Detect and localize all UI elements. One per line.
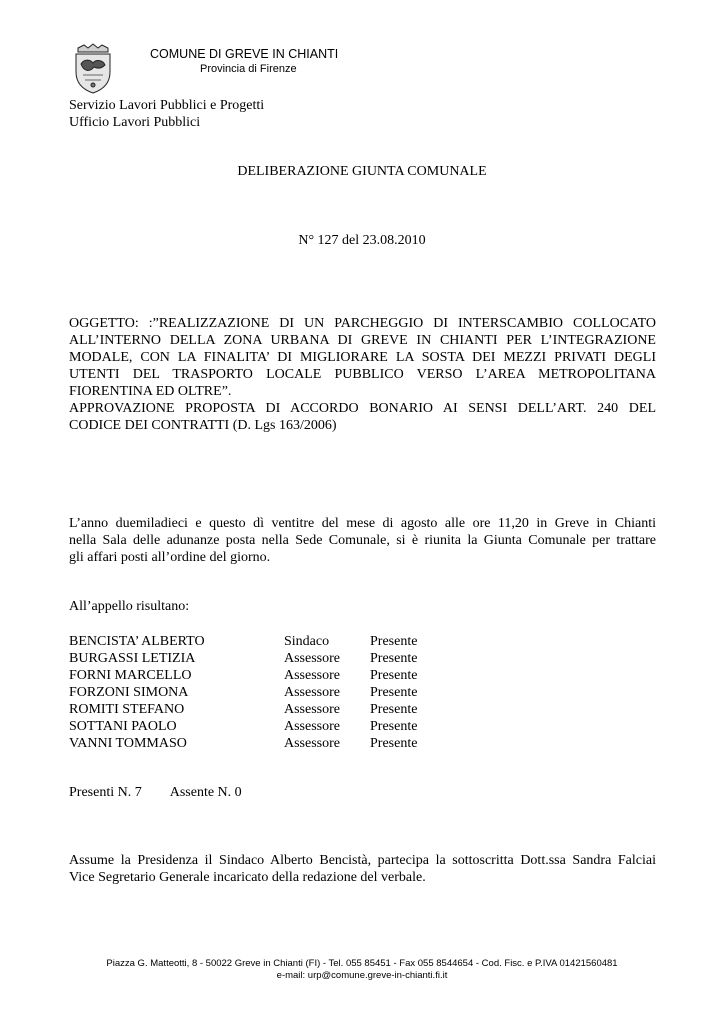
subject-line: CODICE DEI CONTRATTI (D. Lgs 163/2006) [69,418,337,433]
header-provincia: Provincia di Firenze [200,63,297,75]
member-role: Assessore [284,702,340,717]
member-role: Assessore [284,736,340,751]
member-name: ROMITI STEFANO [69,702,185,717]
document-title: DELIBERAZIONE GIUNTA COMUNALE [237,164,487,179]
member-status: Presente [370,634,418,649]
present-count: Presenti N. 7 [69,785,142,800]
presidency-paragraph [69,852,656,886]
member-name: BENCISTA’ ALBERTO [69,634,205,649]
member-name: FORNI MARCELLO [69,668,192,683]
member-role: Assessore [284,668,340,683]
member-role: Assessore [284,651,340,666]
member-status: Presente [370,651,418,666]
member-row [69,633,469,650]
subject-line: ALL’INTERNO DELLA ZONA URBANA DI GREVE IN CHIANTI PER L’INTEGRAZIONE [69,333,656,348]
members-list [69,633,469,752]
member-role: Sindaco [284,634,330,649]
member-status: Presente [370,685,418,700]
servizio-line: Servizio Lavori Pubblici e Progetti [69,98,265,113]
member-status: Presente [370,719,418,734]
meeting-line: nella Sala delle adunanze posta nella Sede Comunale, si è riunita la Giunta Comunale per trattare [69,533,656,548]
deliberation-number: N° 127 del 23.08.2010 [298,233,426,248]
header-comune-name: COMUNE DI GREVE IN CHIANTI [150,47,339,61]
subject-line: FIORENTINA ED OLTRE”. [69,384,232,399]
member-name: SOTTANI PAOLO [69,719,177,734]
presidency-line: Assume la Presidenza il Sindaco Alberto Bencistà, partecipa la sottoscritta Dott.ssa Sandra Falciai [69,853,656,868]
footer-address: Piazza G. Matteotti, 8 - 50022 Greve in Chianti (FI) - Tel. 055 85451 - Fax 055 8544654 - Cod. Fisc. e P.IVA 01421560481 [106,958,618,969]
member-row [69,735,469,752]
member-status: Presente [370,736,418,751]
subject-paragraph [69,315,656,434]
meeting-line: L’anno duemiladieci e questo dì ventitre del mese di agosto alle ore 11,20 in Greve in Chianti [69,516,656,531]
footer-email: e-mail: urp@comune.greve-in-chianti.fi.it [276,970,448,981]
subject-line: APPROVAZIONE PROPOSTA DI ACCORDO BONARIO AI SENSI DELL’ART. 240 DEL [69,401,656,416]
municipal-crest-icon [70,42,116,94]
member-row [69,718,469,735]
member-status: Presente [370,668,418,683]
office-heading [69,97,264,131]
member-row [69,650,469,667]
absent-count: Assente N. 0 [169,785,242,800]
subject-line: MODALE, CON LA FINALITA’ DI MIGLIORARE LA SOSTA DEI MEZZI PRIVATI DEGLI [69,350,656,365]
member-row [69,701,469,718]
member-status: Presente [370,702,418,717]
member-name: BURGASSI LETIZIA [69,651,196,666]
member-role: Assessore [284,685,340,700]
member-name: VANNI TOMMASO [69,736,187,751]
presidency-line: Vice Segretario Generale incaricato della redazione del verbale. [69,870,426,885]
attendance-summary [69,785,242,801]
member-row [69,667,469,684]
meeting-paragraph [69,515,656,566]
subject-line: OGGETTO: :”REALIZZAZIONE DI UN PARCHEGGIO DI INTERSCAMBIO COLLOCATO [69,316,656,331]
page-footer [0,958,724,982]
member-row [69,684,469,701]
ufficio-line: Ufficio Lavori Pubblici [69,115,201,130]
meeting-line: gli affari posti all’ordine del giorno. [69,550,271,565]
subject-line: UTENTI DEL TRASPORTO LOCALE PUBBLICO VERSO L’AREA METROPOLITANA [69,367,656,382]
member-name: FORZONI SIMONA [69,685,189,700]
member-role: Assessore [284,719,340,734]
roll-call-label: All’appello risultano: [69,599,190,614]
